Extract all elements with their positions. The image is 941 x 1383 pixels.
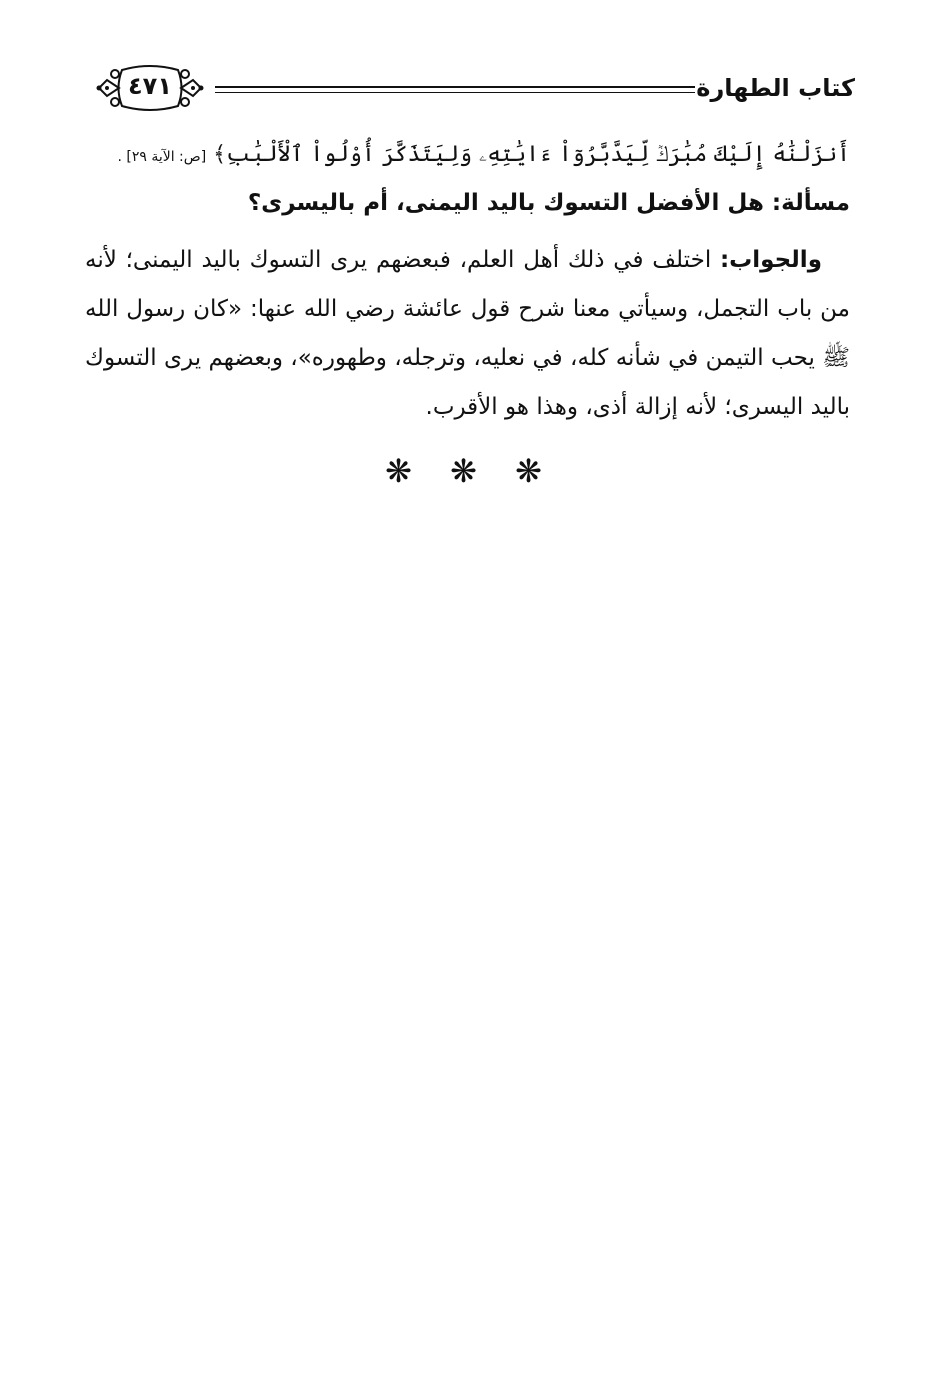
book-title: كتاب الطهارة xyxy=(696,74,855,102)
section-separator-stars: ❋ ❋ ❋ xyxy=(385,452,556,490)
verse-text: أَنزَلْنَٰهُ إِلَيْكَ مُبَٰرَكٞ لِّيَدَّبَّرُوٓاْ ءَايَٰتِهِۦ وَلِيَتَذَكَّرَ أُوْلُواْ ٱلْأَلْبَٰبِ﴾ xyxy=(213,142,850,167)
question-heading xyxy=(85,183,850,223)
header-rule xyxy=(215,86,695,88)
page-header xyxy=(95,60,855,120)
header-rule-thin xyxy=(215,92,695,93)
question-text: هل الأفضل التسوك باليد اليمنى، أم باليسرى؟ xyxy=(247,190,772,216)
question-label: مسألة: xyxy=(771,190,850,216)
answer-label: والجواب: xyxy=(719,247,822,273)
answer-text: اختلف في ذلك أهل العلم، فبعضهم يرى التسوك باليد اليمنى؛ لأنه من باب التجمل، وسيأتي معنا شرح قول عائشة رضي الله عنها: «كان رسول الله ﷺ يحب التيمن في شأنه كله، في نعليه، وترجله، وطهوره»، وبعضهم يرى التسوك باليد اليسرى؛ لأنه إزالة أذى، وهذا هو الأقرب. xyxy=(85,247,850,420)
verse-reference: [ص: الآية ٢٩] . xyxy=(117,149,207,165)
quran-verse xyxy=(85,135,850,177)
page-number: ٤٧١ xyxy=(128,72,172,100)
answer-paragraph xyxy=(85,236,850,432)
